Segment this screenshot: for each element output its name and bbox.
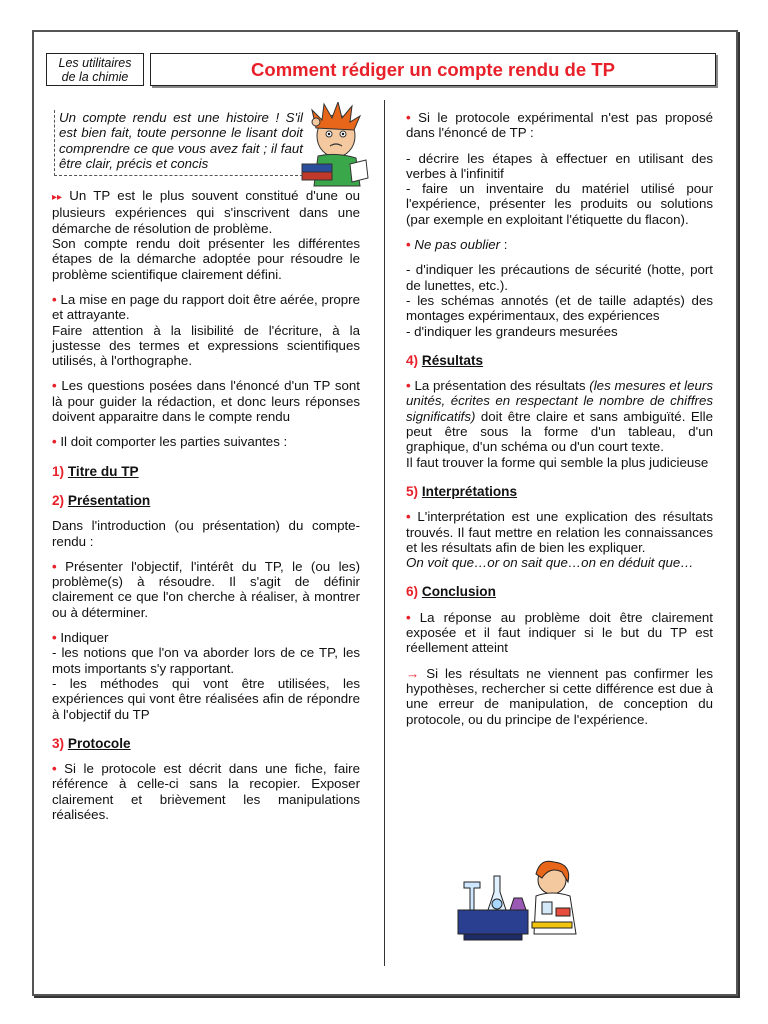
resultats-text-d: Il faut trouver la forme qui semble la plus judicieuse xyxy=(406,454,709,470)
parts-paragraph xyxy=(52,434,360,449)
presentation-bullet-1-text: Présenter l'objectif, l'intérêt du TP, le (ou les) problème(s) à résoudre. Il s'agit de définir clairement ce que l'on cherche à réaliser, à montrer ou à déterminer. xyxy=(52,558,360,620)
bullet-icon: • xyxy=(52,558,57,574)
bullet-icon: • xyxy=(406,110,411,125)
double-arrow-icon: ▸▸ xyxy=(52,192,63,204)
section-title: Protocole xyxy=(67,735,131,751)
section-title: Conclusion xyxy=(421,584,496,600)
section-title: Titre du TP xyxy=(67,463,139,479)
protocol-missing-text: Si le protocole expérimental n'est pas proposé dans l'énoncé de TP : xyxy=(406,110,714,141)
section-title: Interprétations xyxy=(421,483,518,499)
forget-list xyxy=(406,262,713,338)
header xyxy=(46,53,716,86)
bullet-icon: • xyxy=(52,291,57,307)
lab-experiment-illustration xyxy=(450,858,590,942)
bullet-icon: • xyxy=(406,237,411,253)
section-title: Présentation xyxy=(67,492,151,508)
bullet-icon: • xyxy=(52,761,57,777)
bullet-icon: • xyxy=(406,378,411,394)
left-column xyxy=(52,110,360,832)
interpretations-example: On voit que…or on sait que…on en déduit que… xyxy=(406,555,694,571)
layout-text-1: La mise en page du rapport doit être aérée, propre et attrayante. xyxy=(52,291,360,323)
resultats-paragraph xyxy=(406,378,713,470)
section-number: 3) xyxy=(52,735,65,751)
interpretations-text: L'interprétation est une explication des résultats trouvés. Il faut mettre en relation les connaissances et les résultats afin de bien les expliquer. xyxy=(406,509,713,555)
bullet-icon: • xyxy=(52,630,57,646)
header-category-line2: de la chimie xyxy=(61,69,129,84)
right-column xyxy=(406,110,713,737)
presentation-bullet-2 xyxy=(52,630,360,722)
protocol-missing-paragraph xyxy=(406,110,713,141)
conclusion-text-2: Si les résultats ne viennent pas confirmer les hypothèses, rechercher si cette différence est due à une erreur de manipulation, de conception du protocole, ou du principe de l'expérience. xyxy=(406,665,713,727)
intro-text-2: Son compte rendu doit présenter les différentes étapes de la démarche adoptée pour résoudre le problème scientifique clairement défini. xyxy=(52,236,360,282)
header-category-line1: Les utilitaires xyxy=(58,55,132,70)
parts-text: Il doit comporter les parties suivantes : xyxy=(60,434,288,450)
protocole-bullet-text: Si le protocole est décrit dans une fiche, faire référence à celle-ci sans la recopier. Exposer clairement et brièvement les manipulations réalisées. xyxy=(52,761,360,822)
steps-line-2: - faire un inventaire du matériel utilisé pour l'expérience, présenter les produits ou solutions (par exemple en exploitant l'étiquette du flacon). xyxy=(406,181,713,227)
section-heading-protocole xyxy=(52,736,360,751)
section-heading-resultats xyxy=(406,353,713,368)
questions-text: Les questions posées dans l'énoncé d'un TP sont là pour guider la rédaction, et donc leurs réponses doivent apparaitre dans le compte rendu xyxy=(52,378,360,425)
interpretations-paragraph xyxy=(406,509,713,570)
section-number: 1) xyxy=(52,463,65,479)
section-heading-titre xyxy=(52,464,360,479)
resultats-text-c: doit être claire et sans ambiguïté. Elle peut être sous la forme d'un tableau, d'un graphique, d'un schéma ou d'un court texte. xyxy=(406,408,713,455)
forget-line-2: - les schémas annotés (et de taille adaptés) des montages expérimentaux, des expériences xyxy=(406,292,713,324)
section-title: Résultats xyxy=(421,352,484,368)
section-heading-interpretations xyxy=(406,484,713,499)
section-heading-conclusion xyxy=(406,584,713,599)
section-number: 2) xyxy=(52,492,65,508)
section-heading-presentation xyxy=(52,493,360,508)
layout-text-2: Faire attention à la lisibilité de l'écriture, à la justesse des termes et expressions scientifiques utilisés, à l'orthographe. xyxy=(52,322,360,369)
conclusion-paragraph-1 xyxy=(406,610,713,656)
section-number: 5) xyxy=(406,483,419,499)
protocole-bullet xyxy=(52,761,360,822)
resultats-text-a: La présentation des résultats xyxy=(414,378,590,394)
arrow-right-icon: → xyxy=(406,665,420,681)
forget-line-3: - d'indiquer les grandeurs mesurées xyxy=(406,323,618,339)
presentation-bullet-1 xyxy=(52,559,360,620)
bullet-icon: • xyxy=(406,509,411,525)
presentation-intro: Dans l'introduction (ou présentation) du compte-rendu : xyxy=(52,518,360,549)
conclusion-text-1: La réponse au problème doit être clairement exposée et il faut indiquer si le but du TP est réellement atteint xyxy=(406,609,713,656)
intro-paragraph xyxy=(52,188,360,282)
bullet-icon: • xyxy=(52,378,57,394)
intro-text-1: Un TP est le plus souvent constitué d'une ou plusieurs expériences qui s'inscrivent dans une démarche de résolution de problème. xyxy=(52,188,360,236)
presentation-bullet-2-line1: - les notions que l'on va aborder lors de ce TP, les mots importants s'y rapportant. xyxy=(52,645,360,676)
steps-line-1: - décrire les étapes à effectuer en utilisant des verbes à l'infinitif xyxy=(406,150,713,181)
bullet-icon: • xyxy=(52,434,57,450)
bullet-icon: • xyxy=(406,609,411,625)
header-category xyxy=(46,53,144,86)
questions-paragraph xyxy=(52,378,360,424)
forget-line-1: - d'indiquer les précautions de sécurité (hotte, port de lunettes, etc.). xyxy=(406,262,713,293)
conclusion-paragraph-2 xyxy=(406,666,713,727)
forget-colon: : xyxy=(500,237,508,253)
layout-paragraph xyxy=(52,292,360,368)
presentation-bullet-2-line2: - les méthodes qui vont être utilisées, les expériences qui vont être réalisées afin de répondre à l'objectif du TP xyxy=(52,675,360,722)
forget-label: Ne pas oublier xyxy=(414,237,501,253)
page-title: Comment rédiger un compte rendu de TP xyxy=(150,53,716,86)
section-number: 4) xyxy=(406,352,419,368)
forget-paragraph xyxy=(406,237,713,252)
column-divider xyxy=(384,100,385,966)
section-number: 6) xyxy=(406,584,419,600)
presentation-bullet-2-head: Indiquer xyxy=(60,630,109,646)
resultats-text-b: (les mesures et leurs unités, écrites en respectant le nombre de chiffres significatifs) xyxy=(406,378,713,424)
steps-paragraph xyxy=(406,151,713,227)
intro-quote: Un compte rendu est une histoire ! S'il est bien fait, toute personne le lisant doit comprendre ce que vous avez fait ; il faut être clair, précis et concis xyxy=(54,110,303,176)
